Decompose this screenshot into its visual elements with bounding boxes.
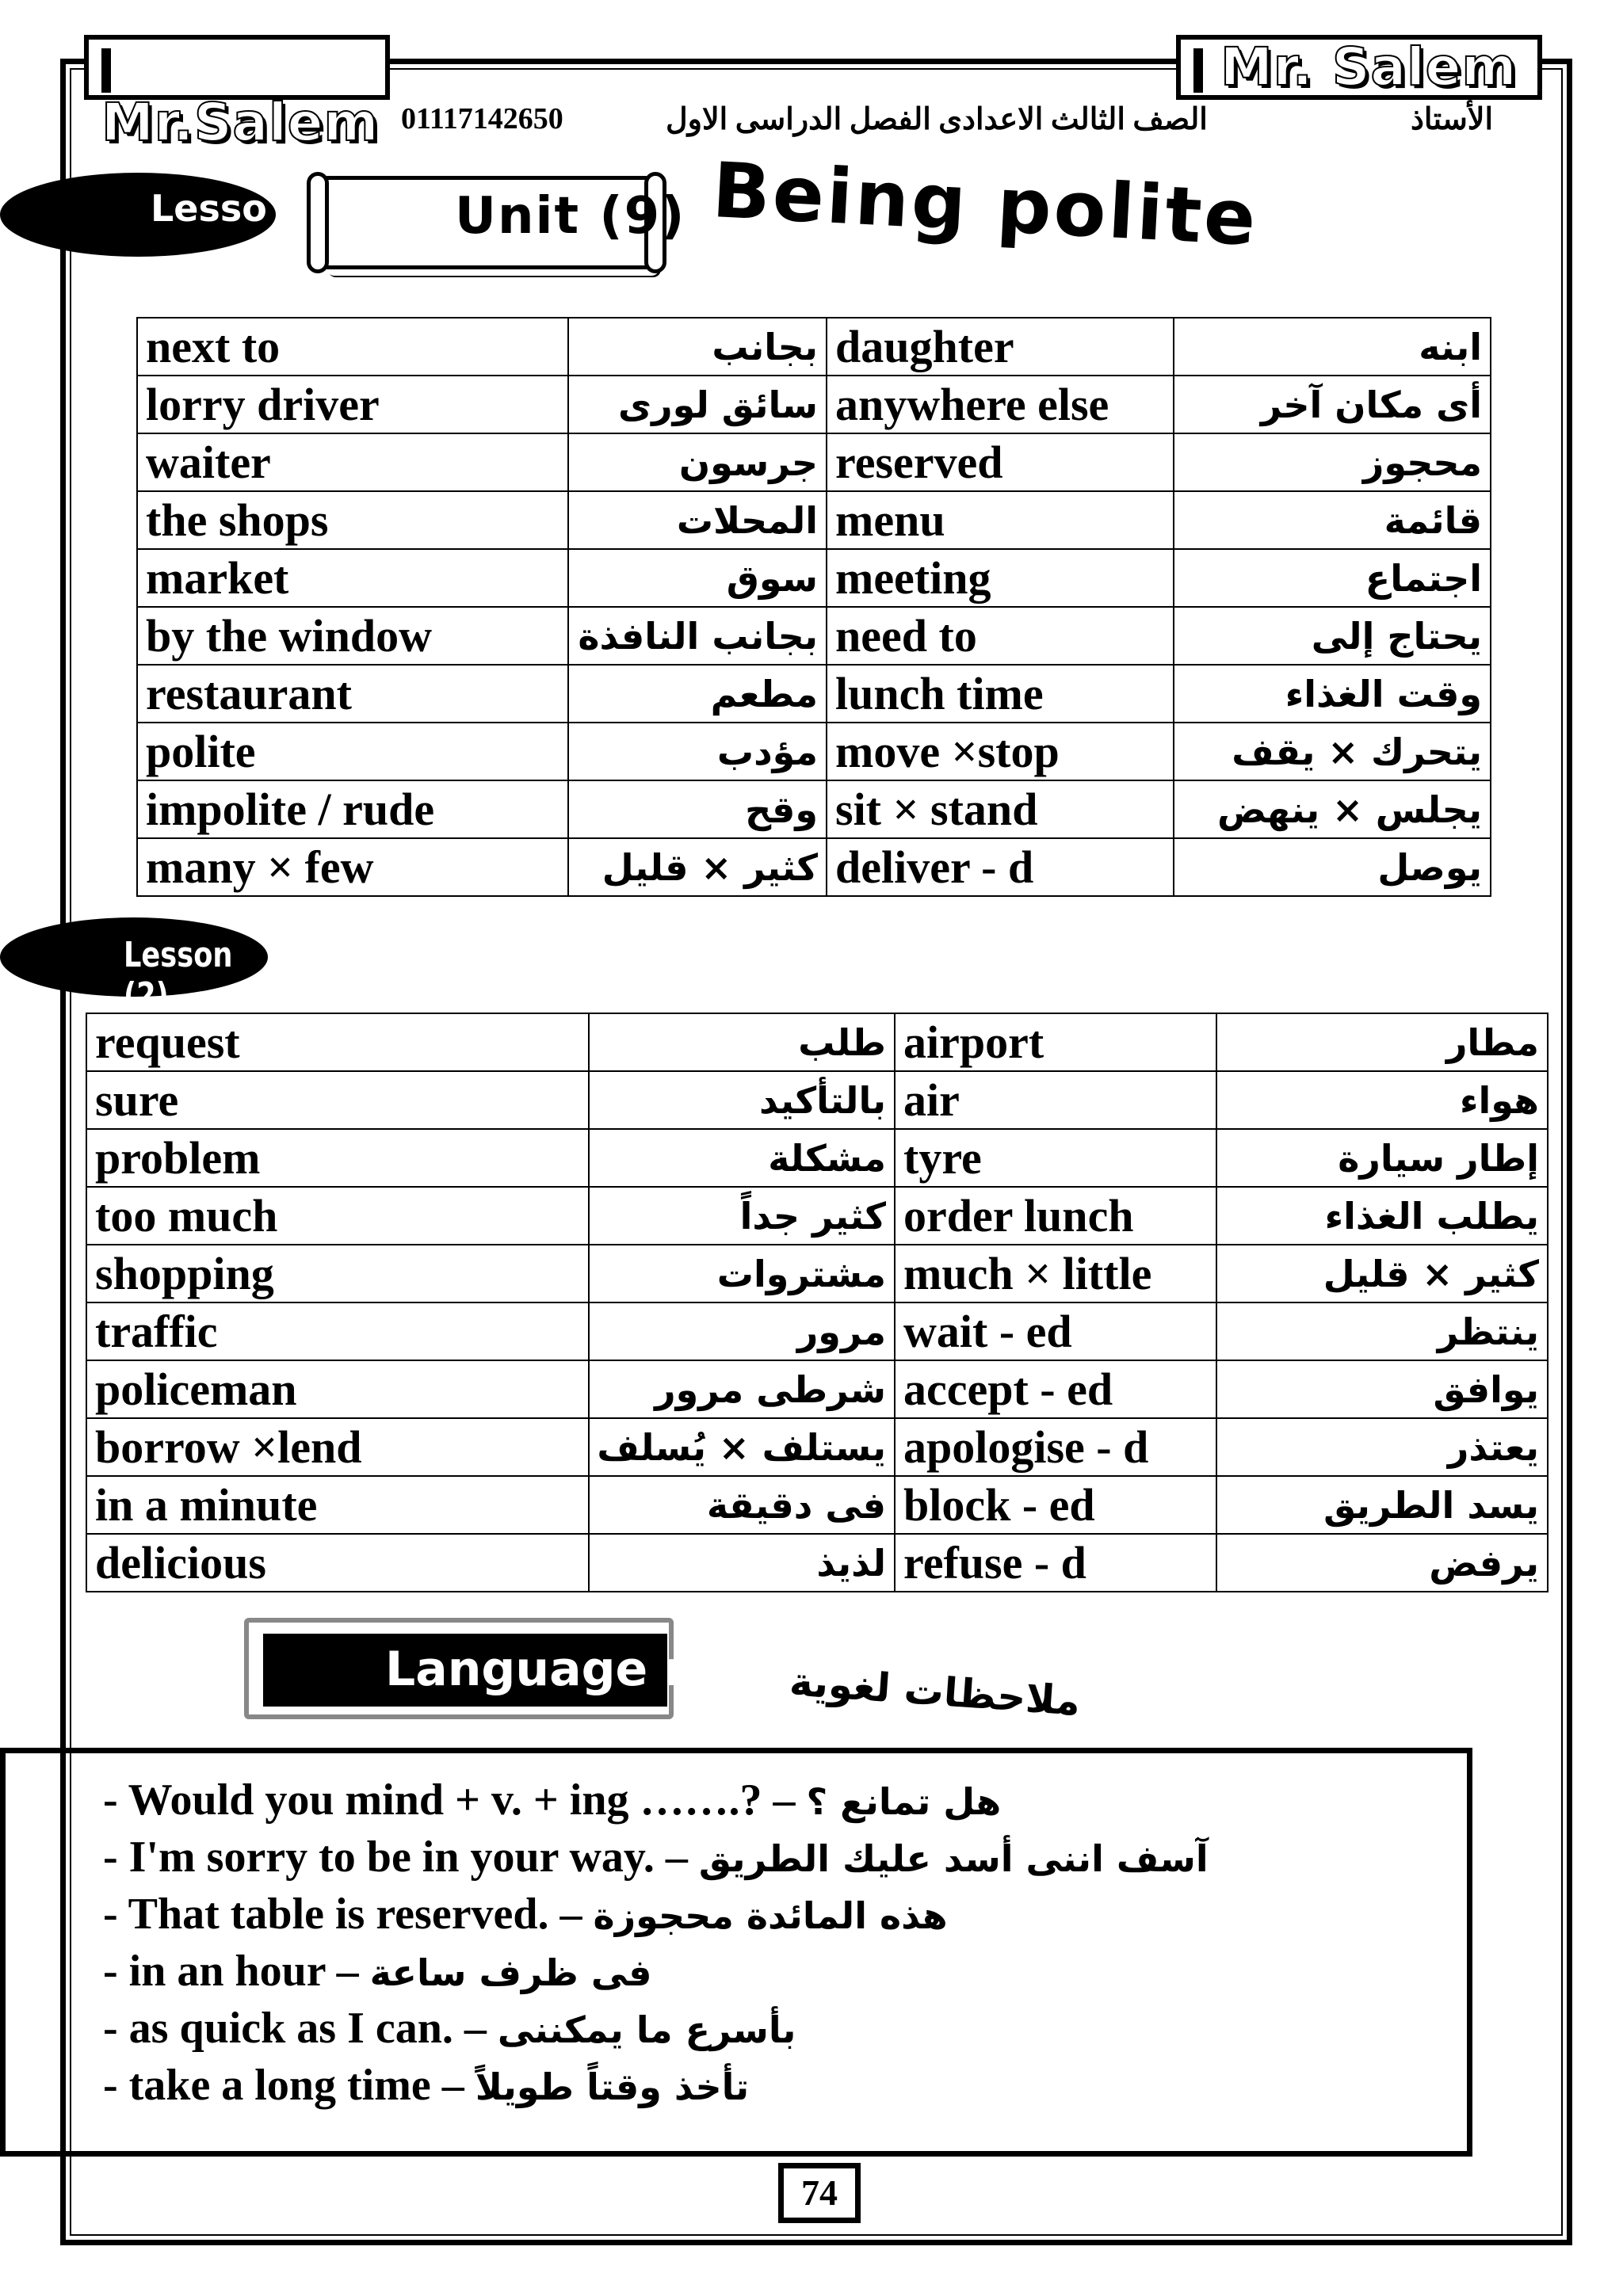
scroll-curl-left-icon xyxy=(307,172,329,273)
arabic-meaning: ينتظر xyxy=(1216,1302,1548,1360)
brand-left-text: Mr.Salem xyxy=(101,92,380,153)
table-row xyxy=(86,1071,1548,1129)
note-arabic: هذه المائدة محجوزة xyxy=(593,1894,948,1937)
table-row xyxy=(137,780,1491,838)
lesson-1-tab: Lesso xyxy=(0,173,276,257)
brand-logo-right xyxy=(1176,35,1542,100)
lesson-2-tab: Lesson (2) xyxy=(0,917,268,997)
phone-number: 01117142650 xyxy=(401,102,563,135)
arabic-meaning: يطلب الغذاء xyxy=(1216,1187,1548,1245)
english-word: much × little xyxy=(895,1245,1216,1302)
brand-bar-icon xyxy=(101,48,111,93)
arabic-meaning: بالتأكيد xyxy=(589,1071,895,1129)
arabic-meaning: كثير × قليل xyxy=(568,838,827,896)
table-row xyxy=(137,607,1491,665)
english-word: refuse - d xyxy=(895,1534,1216,1592)
grade-term: الصف الثالث الاعدادى الفصل الدراسى الاول xyxy=(666,103,1208,136)
language-note xyxy=(103,1946,652,1997)
english-word: impolite / rude xyxy=(137,780,568,838)
english-word: borrow ×lend xyxy=(86,1418,589,1476)
language-notes-banner-text: Language no xyxy=(385,1642,731,1697)
arabic-meaning: قائمة xyxy=(1174,491,1491,549)
table-row xyxy=(86,1476,1548,1534)
arabic-meaning: كثير جداً xyxy=(589,1187,895,1245)
language-note xyxy=(103,1889,948,1939)
page-number: 74 xyxy=(778,2163,861,2223)
arabic-meaning: طلب xyxy=(589,1013,895,1071)
english-word: move ×stop xyxy=(827,723,1174,780)
english-word: problem xyxy=(86,1129,589,1187)
language-notes-banner xyxy=(244,1618,731,1719)
english-word: need to xyxy=(827,607,1174,665)
table-row xyxy=(137,665,1491,723)
arabic-meaning: يرفض xyxy=(1216,1534,1548,1592)
arabic-meaning: يعتذر xyxy=(1216,1418,1548,1476)
brand-right-text: Mr. Salem xyxy=(1220,36,1518,97)
english-word: too much xyxy=(86,1187,589,1245)
note-english: - in an hour – xyxy=(103,1947,370,1996)
arabic-meaning: سوق xyxy=(568,549,827,607)
table-row xyxy=(86,1187,1548,1245)
arabic-meaning: يستلف × يُسلف xyxy=(589,1418,895,1476)
arabic-meaning: مطار xyxy=(1216,1013,1548,1071)
english-word: traffic xyxy=(86,1302,589,1360)
english-word: anywhere else xyxy=(827,376,1174,433)
english-word: menu xyxy=(827,491,1174,549)
arabic-meaning: يوافق xyxy=(1216,1360,1548,1418)
arabic-meaning: لذيذ xyxy=(589,1534,895,1592)
table-row xyxy=(86,1129,1548,1187)
arabic-meaning: كثير × قليل xyxy=(1216,1245,1548,1302)
brand-bar-icon xyxy=(1193,48,1203,93)
arabic-meaning: يجلس × ينهض xyxy=(1174,780,1491,838)
english-word: waiter xyxy=(137,433,568,491)
arabic-meaning: يحتاج إلى xyxy=(1174,607,1491,665)
arabic-meaning: وقت الغذاء xyxy=(1174,665,1491,723)
english-word: block - ed xyxy=(895,1476,1216,1534)
note-english: - I'm sorry to be in your way. – xyxy=(103,1833,699,1882)
note-arabic: آسف اننى أسد عليك الطريق xyxy=(698,1837,1209,1880)
arabic-meaning: مؤدب xyxy=(568,723,827,780)
english-word: policeman xyxy=(86,1360,589,1418)
english-word: accept - ed xyxy=(895,1360,1216,1418)
english-word: by the window xyxy=(137,607,568,665)
arabic-meaning: فى دقيقة xyxy=(589,1476,895,1534)
table-row xyxy=(137,723,1491,780)
english-word: lorry driver xyxy=(137,376,568,433)
brand-logo-left xyxy=(84,35,390,153)
table-row xyxy=(137,491,1491,549)
english-word: airport xyxy=(895,1013,1216,1071)
english-word: the shops xyxy=(137,491,568,549)
lesson-1-vocabulary-table xyxy=(136,317,1491,897)
arabic-meaning: جرسون xyxy=(568,433,827,491)
note-arabic: تأخذ وقتاً طويلاً xyxy=(475,2065,750,2108)
english-word: many × few xyxy=(137,838,568,896)
arabic-meaning: اجتماع xyxy=(1174,549,1491,607)
english-word: delicious xyxy=(86,1534,589,1592)
english-word: deliver - d xyxy=(827,838,1174,896)
english-word: meeting xyxy=(827,549,1174,607)
english-word: apologise - d xyxy=(895,1418,1216,1476)
language-note xyxy=(103,1832,1209,1882)
table-row xyxy=(137,318,1491,376)
arabic-meaning: يوصل xyxy=(1174,838,1491,896)
table-row xyxy=(86,1245,1548,1302)
note-english: - as quick as I can. – xyxy=(103,2004,498,2053)
english-word: lunch time xyxy=(827,665,1174,723)
arabic-meaning: أى مكان آخر xyxy=(1174,376,1491,433)
language-note xyxy=(103,2060,749,2111)
note-arabic: بأسرع ما يمكننى xyxy=(497,2008,796,2051)
arabic-meaning: سائق لورى xyxy=(568,376,827,433)
english-word: polite xyxy=(137,723,568,780)
table-row xyxy=(86,1013,1548,1071)
english-word: wait - ed xyxy=(895,1302,1216,1360)
table-row xyxy=(86,1360,1548,1418)
english-word: reserved xyxy=(827,433,1174,491)
arabic-meaning: محجوز xyxy=(1174,433,1491,491)
english-word: sit × stand xyxy=(827,780,1174,838)
arabic-meaning: المحلات xyxy=(568,491,827,549)
arabic-meaning: يتحرك × يقف xyxy=(1174,723,1491,780)
page-title: Being polite xyxy=(710,146,1261,263)
table-row xyxy=(137,549,1491,607)
arabic-meaning: وقح xyxy=(568,780,827,838)
table-row xyxy=(86,1534,1548,1592)
note-english: - take a long time – xyxy=(103,2061,475,2110)
arabic-meaning: يسد الطريق xyxy=(1216,1476,1548,1534)
english-word: market xyxy=(137,549,568,607)
arabic-meaning: مرور xyxy=(589,1302,895,1360)
language-note xyxy=(103,1775,1001,1825)
arabic-meaning: ابنه xyxy=(1174,318,1491,376)
arabic-meaning: مطعم xyxy=(568,665,827,723)
note-arabic: هل تمانع ؟ xyxy=(806,1780,1002,1823)
lesson-2-vocabulary-table xyxy=(86,1013,1549,1592)
arabic-meaning: هواء xyxy=(1216,1071,1548,1129)
language-note xyxy=(103,2003,796,2054)
note-english: - That table is reserved. – xyxy=(103,1890,594,1939)
table-row xyxy=(137,433,1491,491)
english-word: next to xyxy=(137,318,568,376)
table-row xyxy=(86,1302,1548,1360)
table-row xyxy=(137,838,1491,896)
english-word: sure xyxy=(86,1071,589,1129)
arabic-meaning: مشكلة xyxy=(589,1129,895,1187)
teacher-label: الأستاذ xyxy=(1411,103,1494,136)
note-english: - Would you mind + v. + ing …….? – xyxy=(103,1775,807,1825)
arabic-meaning: شرطى مرور xyxy=(589,1360,895,1418)
english-word: in a minute xyxy=(86,1476,589,1534)
english-word: tyre xyxy=(895,1129,1216,1187)
english-word: air xyxy=(895,1071,1216,1129)
table-row xyxy=(86,1418,1548,1476)
english-word: order lunch xyxy=(895,1187,1216,1245)
english-word: request xyxy=(86,1013,589,1071)
note-arabic: فى ظرف ساعة xyxy=(369,1951,652,1994)
english-word: daughter xyxy=(827,318,1174,376)
arabic-meaning: إطار سيارة xyxy=(1216,1129,1548,1187)
language-notes-arabic-title: ملاحظات لغوية xyxy=(788,1658,1083,1725)
table-row xyxy=(137,376,1491,433)
unit-label: Unit (9) xyxy=(455,187,686,246)
arabic-meaning: مشتروات xyxy=(589,1245,895,1302)
english-word: restaurant xyxy=(137,665,568,723)
arabic-meaning: بجانب النافذة xyxy=(568,607,827,665)
arabic-meaning: بجانب xyxy=(568,318,827,376)
english-word: shopping xyxy=(86,1245,589,1302)
